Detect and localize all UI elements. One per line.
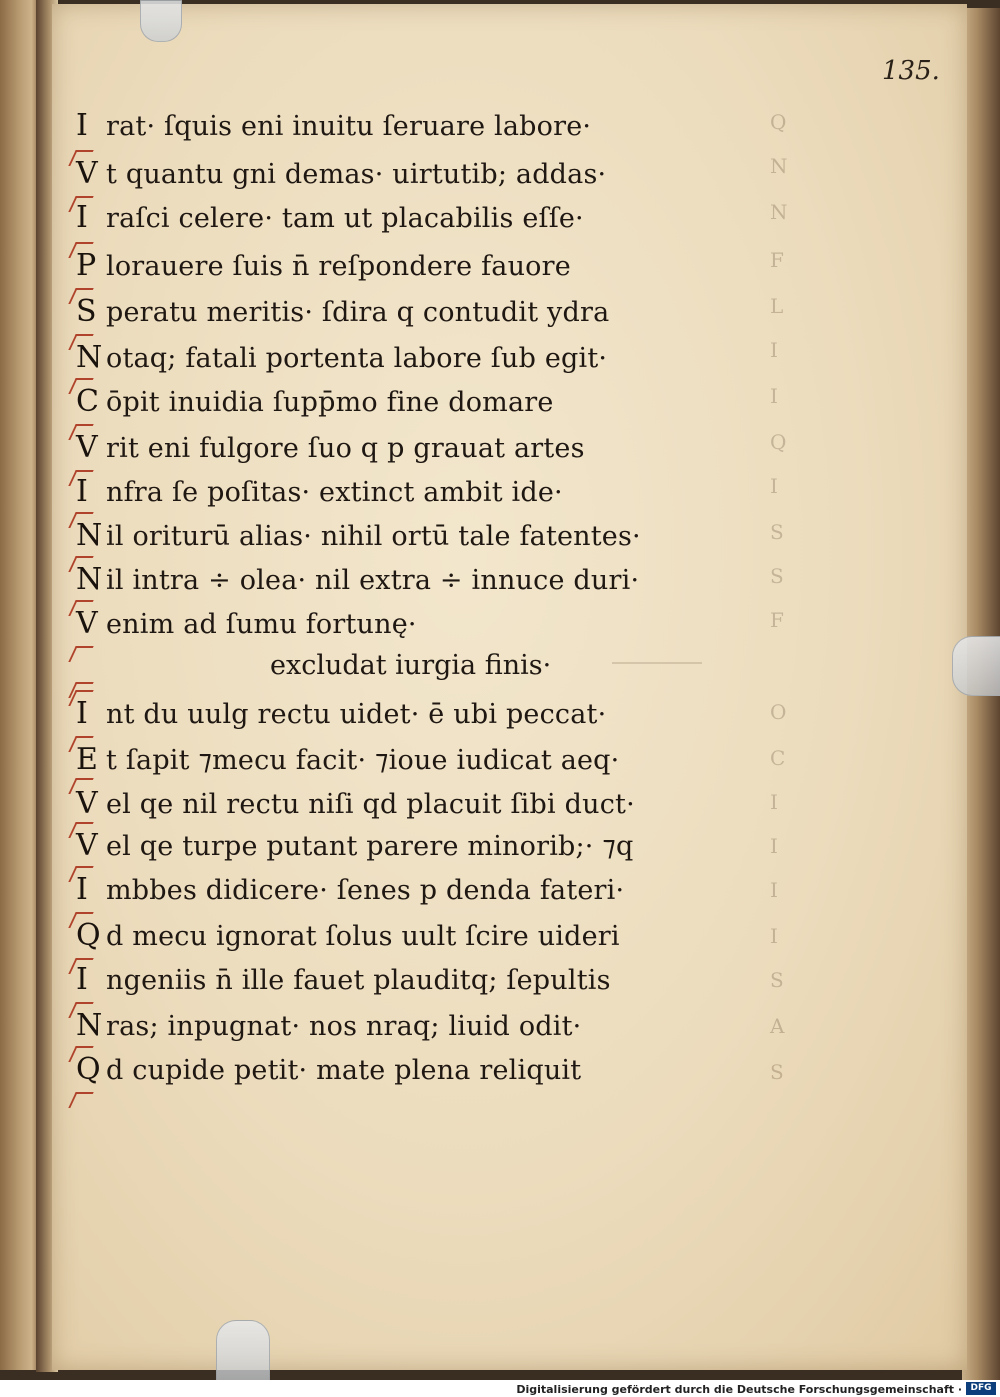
- verse-initial: I: [76, 962, 89, 997]
- page-clip-bottom: [216, 1320, 270, 1382]
- verse-text: otaq; fatali portenta labore ſub egit·: [106, 343, 608, 374]
- verse-initial: N: [76, 518, 103, 553]
- verse-text: ras; inpugnat· nos nraq; liuid odit·: [106, 1011, 582, 1042]
- verse-line: [76, 1008, 581, 1048]
- page-clip-right: [952, 636, 1000, 696]
- verse-text: t ſapit ⁊mecu facit· ⁊ioue iudicat aeq·: [106, 745, 620, 776]
- verse-text: peratu meritis· ſdira q contudit ydra: [106, 297, 610, 328]
- verse-line: [76, 294, 609, 334]
- bleed-through-letter: I: [770, 924, 778, 948]
- verse-line: [76, 518, 641, 558]
- verse-text: d mecu ignorat ſolus uult ſcire uideri: [106, 921, 620, 952]
- verse-line: [76, 606, 417, 646]
- verse-text: nfra ſe poſitas· extinct ambit ide·: [106, 477, 563, 508]
- bleed-through-letter: C: [770, 746, 786, 770]
- bleed-through-rule: [612, 662, 702, 664]
- verse-text: t quantu gni demas· uirtutib; addas·: [106, 159, 607, 190]
- verse-line: [76, 872, 624, 912]
- verse-line: [76, 430, 585, 470]
- verse-line: [76, 786, 635, 826]
- verse-initial: P: [76, 248, 97, 283]
- verse-text: rat· ſquis eni inuitu ſeruare labore·: [106, 111, 592, 142]
- verse-line: [76, 248, 571, 288]
- verse-line: [76, 828, 633, 868]
- verse-text: rit eni fulgore ſuo q p grauat artes: [106, 433, 585, 464]
- bleed-through-letter: I: [770, 878, 778, 902]
- verse-initial: C: [76, 384, 100, 419]
- verse-line: [76, 340, 607, 380]
- bleed-through-letter: A: [770, 1014, 785, 1038]
- bleed-through-letter: F: [770, 608, 784, 632]
- verse-text: el qe nil rectu niſi qd placuit ſibi duct·: [106, 789, 635, 820]
- page-clip-top: [140, 0, 182, 42]
- verse-text: mbbes didicere· ſenes p denda fateri·: [106, 875, 625, 906]
- verse-initial: V: [76, 430, 98, 465]
- dfg-logo: DFG: [966, 1382, 996, 1395]
- verse-line: [76, 200, 584, 240]
- footer-credit: Digitalisierung gefördert durch die Deutsche Forschungsgemeinschaft ·: [516, 1383, 962, 1396]
- verse-text: lorauere ſuis n̄ reſpondere fauore: [106, 251, 571, 282]
- verse-line: [76, 918, 620, 958]
- verse-initial: Q: [76, 918, 101, 953]
- verse-initial: I: [76, 872, 89, 907]
- verse-initial: I: [76, 474, 89, 509]
- bleed-through-letter: O: [770, 700, 787, 724]
- verse-text: raſci celere· tam ut placabilis eſſe·: [106, 203, 584, 234]
- verse-text: ōpit inuidia ſupp̄mo fine domare: [106, 387, 554, 418]
- verse-initial: I: [76, 200, 89, 235]
- verse-initial: V: [76, 156, 98, 191]
- bleed-through-letter: Q: [770, 110, 787, 134]
- bleed-through-letter: I: [770, 338, 778, 362]
- verse-line: [76, 962, 611, 1002]
- verse-text: d cupide petit· mate plena reliquit: [106, 1055, 582, 1086]
- bleed-through-letter: S: [770, 968, 784, 992]
- verse-line: [76, 474, 563, 514]
- verse-initial: V: [76, 606, 98, 641]
- verse-initial: V: [76, 786, 98, 821]
- verse-line: [76, 108, 591, 148]
- bleed-through-letter: I: [770, 834, 778, 858]
- bleed-through-letter: S: [770, 1060, 784, 1084]
- bleed-through-letter: I: [770, 474, 778, 498]
- verse-initial: V: [76, 828, 98, 863]
- bleed-through-letter: S: [770, 564, 784, 588]
- verse-line: [76, 562, 639, 602]
- verse-initial: E: [76, 742, 99, 777]
- verse-initial: N: [76, 1008, 103, 1043]
- verse-text: nt du uulg rectu uidet· ē ubi peccat·: [106, 699, 607, 730]
- bleed-through-letter: I: [770, 790, 778, 814]
- bleed-through-letter: L: [770, 294, 784, 318]
- verse-line: [76, 1052, 581, 1092]
- footer-bar: [0, 1380, 1000, 1397]
- verse-line: [76, 696, 606, 736]
- folio-number: 135.: [882, 56, 940, 86]
- verse-text: ngeniis n̄ ille fauet plauditq; ſepultis: [106, 965, 611, 996]
- verse-initial: I: [76, 108, 89, 143]
- bleed-through-letter: N: [770, 200, 788, 224]
- bleed-through-letter: S: [770, 520, 784, 544]
- verse-line: [76, 742, 619, 782]
- verse-text: il intra ÷ olea· nil extra ÷ innuce duri·: [106, 565, 640, 596]
- verse-text: il oriturū alias· nihil ortū tale fatentes·: [106, 521, 641, 552]
- verse-initial: N: [76, 562, 103, 597]
- verse-initial: N: [76, 340, 103, 375]
- verse-text: el qe turpe putant parere minorib;· ⁊q: [106, 831, 634, 862]
- verse-line: [76, 156, 606, 196]
- verse-initial: S: [76, 294, 97, 329]
- bleed-through-letter: Q: [770, 430, 787, 454]
- verse-line: [76, 384, 554, 424]
- bleed-through-letter: I: [770, 384, 778, 408]
- bleed-through-letter: F: [770, 248, 784, 272]
- verse-initial: I: [76, 696, 89, 731]
- verse-initial: Q: [76, 1052, 101, 1087]
- verse-text: enim ad ſumu fortunę·: [106, 609, 417, 640]
- bleed-through-letter: N: [770, 154, 788, 178]
- centered-verse-line: excludat iurgia finis·: [270, 650, 552, 681]
